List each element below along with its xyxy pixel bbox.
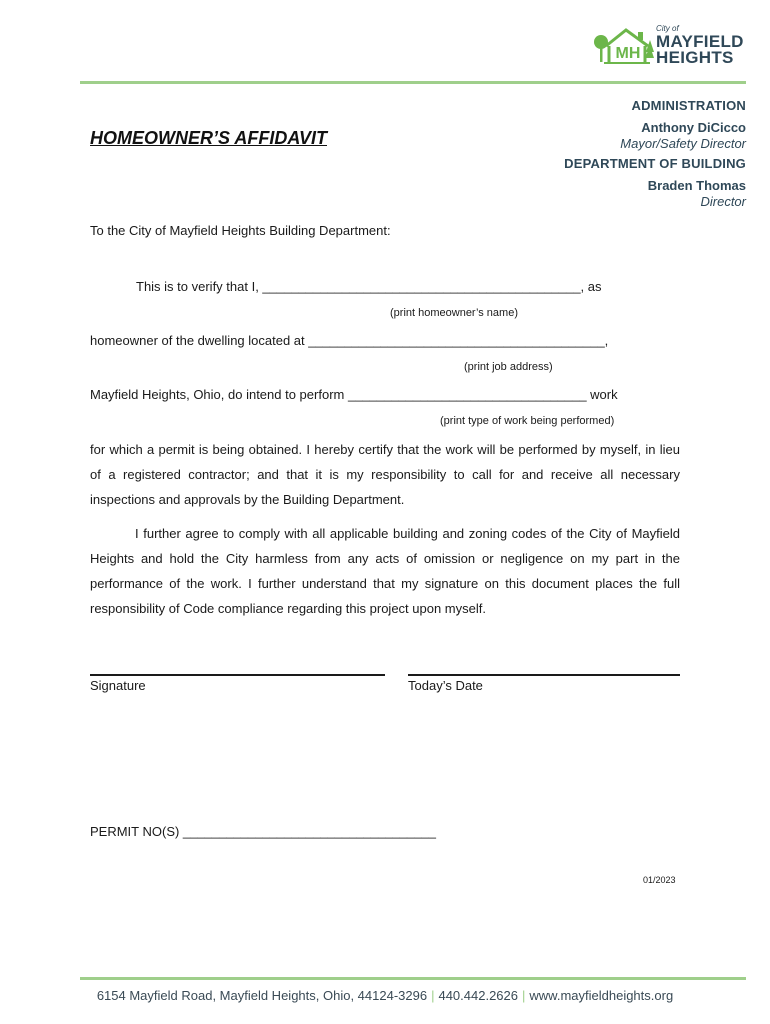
logo-monogram	[612, 42, 644, 62]
director-name: Braden Thomas	[647, 178, 746, 193]
logo-city-of: City of	[656, 24, 679, 33]
footer-divider	[80, 977, 746, 980]
footer-separator: |	[522, 988, 526, 1003]
revision-date: 01/2023	[643, 875, 676, 885]
page-title: HOMEOWNER’S AFFIDAVIT	[90, 128, 327, 148]
logo-mayfield: MAYFIELD	[656, 32, 744, 51]
mayor-name: Anthony DiCicco	[641, 120, 746, 135]
administration-heading: ADMINISTRATION	[631, 98, 746, 113]
date-line[interactable]	[408, 674, 680, 676]
footer-phone: 440.442.2626	[438, 988, 518, 1003]
work-type-caption: (print type of work being performed)	[440, 415, 615, 427]
footer-address: 6154 Mayfield Road, Mayfield Heights, Ohio, 44124-3296	[96, 988, 428, 1003]
signature-line[interactable]	[90, 674, 385, 676]
logo-monogram-text: MH	[615, 45, 641, 62]
footer-contact	[0, 988, 770, 1003]
city-logo	[592, 24, 752, 68]
header-divider	[80, 81, 746, 84]
certification-paragraph: for which a permit is being obtained. I hereby certify that the work will be performed by myself, in lieu of a registered contractor; and that it is my responsibility to call for and receive all necessary inspections and approvals by the Building Department.	[90, 442, 680, 507]
footer-separator: |	[431, 988, 435, 1003]
work-type-line: Mayfield Heights, Ohio, do intend to perform _________________________________ work	[90, 387, 618, 402]
agreement-paragraph: I further agree to comply with all applicable building and zoning codes of the City of Mayfield Heights and hold the City harmless from any acts of omission or negligence on my part in the performance of the work. I further understand that my signature on this document places the full responsibility of Code compliance regarding this project upon myself.	[90, 526, 680, 616]
homeowner-name-line: This is to verify that I, ____________________________________________, as	[136, 279, 602, 294]
date-label: Today’s Date	[408, 678, 483, 693]
director-title: Director	[700, 194, 746, 209]
permit-number-line: PERMIT NO(S) ___________________________________	[90, 824, 436, 839]
job-address-line: homeowner of the dwelling located at _________________________________________,	[90, 333, 609, 348]
mayor-title: Mayor/Safety Director	[620, 136, 746, 151]
homeowner-name-caption: (print homeowner’s name)	[390, 307, 518, 319]
job-address-caption: (print job address)	[464, 361, 553, 373]
salutation: To the City of Mayfield Heights Building Department:	[90, 223, 391, 238]
department-heading: DEPARTMENT OF BUILDING	[564, 156, 746, 171]
signature-label: Signature	[90, 678, 146, 693]
footer-website[interactable]: www.mayfieldheights.org	[529, 988, 674, 1003]
logo-heights: HEIGHTS	[656, 48, 734, 67]
